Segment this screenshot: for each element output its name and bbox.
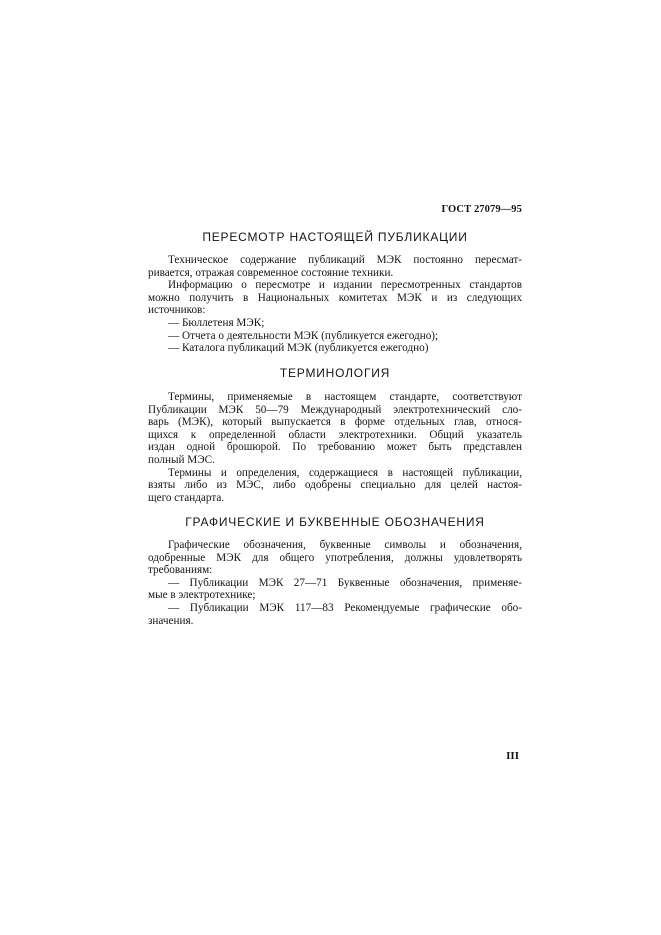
paragraph-line: Термины, применяемые в настоящем стандарте, соответствуют	[168, 391, 522, 403]
paragraph-line: можно получить в Национальных комитетах МЭК и из следующих	[148, 291, 522, 304]
paragraph-line: Публикации МЭК 50—79 Международный электротехнический сло-	[148, 403, 522, 416]
paragraph-line: требованиям:	[148, 564, 213, 577]
paragraph-line: взяты либо из МЭС, либо одобрены специально для целей настоя-	[148, 479, 522, 492]
document-code: ГОСТ 27079—95	[441, 204, 522, 215]
paragraph-line: издан одной брошюрой. По требованию может быть представлен	[148, 441, 522, 454]
paragraph-line: щего стандарта.	[148, 491, 225, 504]
section-body-terminology	[148, 391, 522, 504]
paragraph-line: Техническое содержание публикаций МЭК постоянно пересмат-	[168, 254, 522, 266]
section-body-symbols	[148, 539, 522, 627]
paragraph-line: ривается, отражая современное состояние техники.	[148, 266, 394, 279]
page-number: III	[506, 750, 519, 762]
paragraph-line: мые в электротехнике;	[148, 589, 256, 602]
paragraph-line: Графические обозначения, буквенные символы и обозначения,	[168, 539, 522, 551]
paragraph-line: — Публикации МЭК 27—71 Буквенные обозначения, применяе-	[168, 576, 522, 589]
paragraph-line: щихся к определенной области электротехники. Общий указатель	[148, 428, 522, 441]
section-heading-revision: ПЕРЕСМОТР НАСТОЯЩЕЙ ПУБЛИКАЦИИ	[202, 230, 468, 244]
section-heading-symbols: ГРАФИЧЕСКИЕ И БУКВЕННЫЕ ОБОЗНАЧЕНИЯ	[185, 515, 485, 529]
section-body-revision	[148, 254, 522, 355]
paragraph-line: варь (МЭК), который выпускается в форме отдельных глав, относя-	[148, 416, 522, 429]
paragraph-line: Термины и определения, содержащиеся в настоящей публикации,	[168, 466, 522, 479]
paragraph-line: Информацию о пересмотре и издании пересмотренных стандартов	[168, 279, 522, 292]
paragraph-line: источников:	[148, 304, 206, 317]
paragraph-line: — Публикации МЭК 117—83 Рекомендуемые графические обо-	[168, 601, 522, 614]
list-item: — Отчета о деятельности МЭК (публикуется ежегодно);	[168, 329, 439, 342]
paragraph-line: значения.	[148, 614, 194, 627]
section-heading-terminology: ТЕРМИНОЛОГИЯ	[279, 366, 391, 380]
list-item: — Бюллетеня МЭК;	[168, 316, 265, 329]
list-item: — Каталога публикаций МЭК (публикуется ежегодно)	[168, 342, 429, 355]
paragraph-line: полный МЭС.	[148, 453, 215, 466]
paragraph-line: одобренные МЭК для общего употребления, должны удовлетворять	[148, 551, 522, 564]
